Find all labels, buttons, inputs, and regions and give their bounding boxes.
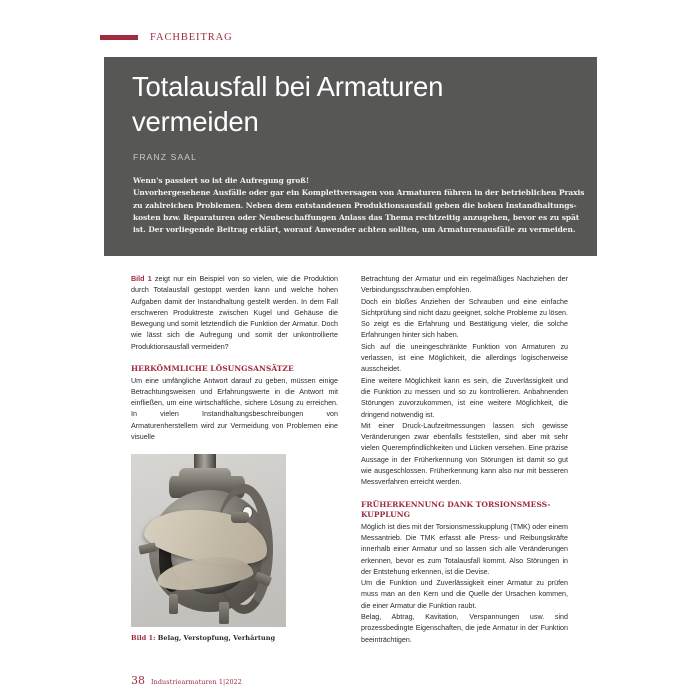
author-byline: FRANZ SAAL — [133, 152, 198, 162]
page-footer — [131, 674, 242, 687]
valve-stud-shape — [219, 602, 229, 624]
lead-line: Unvorhergesehene Ausfälle oder gar ein Komplettversagen von Armaturen führen in der betrieblichen Praxis — [133, 188, 585, 198]
kicker-rule-decoration — [100, 35, 138, 40]
lead-paragraph — [133, 175, 585, 237]
page-title: Totalausfall bei Armaturen vermeiden — [132, 71, 444, 137]
paragraph-right-3: Sich auf die uneingeschränkte Funktion von Armaturen zu verlassen, ist eine Möglichkeit, die allerdings logischerweise ausscheidet. — [361, 342, 568, 374]
figure-caption-label: Bild 1: — [131, 634, 156, 643]
column-right — [361, 274, 568, 646]
figure-reference: Bild 1 — [131, 275, 152, 283]
section-heading-early-detection: FRÜHERKENNUNG DANK TORSIONSMESS-KUPPLUNG — [361, 499, 551, 520]
lead-line: zu zahlreichen Problemen. Neben dem entstandenen Produktionsausfall geben die hohen Instandhaltungs- — [133, 200, 577, 210]
figure-bild-1 — [131, 454, 286, 643]
valve-stud-shape — [169, 594, 178, 614]
lead-line: Wenn's passiert so ist die Aufregung groß! — [133, 176, 310, 185]
breadcrumb — [100, 30, 233, 44]
valve-stud-shape — [231, 512, 249, 523]
paragraph-tmk-2: Um die Funktion und Zuverlässigkeit einer Armatur zu prüfen muss man an den Kern und die Quelle der Ursachen kommen, die einer Armatur die Funktion raubt. — [361, 579, 568, 610]
figure-caption-text: Belag, Verstopfung, Verhärtung — [155, 634, 276, 643]
lead-line: ist. Der vorliegende Beitrag erklärt, worauf Anwender achten sollten, um Armaturenausfälle zu vermeiden. — [133, 225, 576, 235]
paragraph-intro — [131, 274, 338, 353]
article-body — [131, 274, 568, 646]
paragraph-conventional: Um eine umfängliche Antwort darauf zu geben, müssen einige Betrachtungsweisen und Erfahrungswerte in die Antwort mit einfließen, um eine wirtschaftliche, sichere Lösung zu erreichen. In vielen Instandhaltungsbeschreibungen von Armaturenherstellern wird zur Vermeidung von Problemen eine visuelle — [131, 376, 338, 442]
ball-valve-photo — [131, 454, 286, 627]
hero-block — [104, 57, 597, 256]
paragraph-right-4: Eine weitere Möglichkeit kann es sein, die Zuverlässigkeit und die Funktion zu messen und so zu kontrollieren. Anbahnenden Störungen zuvorzukommen, ist eine weitere Möglichkeit, die dringend notwendig ist. — [361, 376, 568, 419]
paragraph-right-1: Betrachtung der Armatur und ein regelmäßiges Nachziehen der Verbindungsschrauben empfohlen. — [361, 275, 568, 295]
page-number: 38 — [131, 674, 145, 687]
paragraph-right-5: Mit einer Druck-Laufzeitmessungen lassen sich gewisse Veränderungen zwar ebenfalls feststellen, sind aber mit sehr vielen Querempfindlichkeiten und Lücken versehen. Eine präzise Aussage in der Früherkennung von Störungen ist damit so gut wie ausgeschlossen. Früherkennung kann also nur mit besseren Messverfahren erreicht werden. — [361, 421, 568, 487]
kicker-label: FACHBEITRAG — [150, 31, 233, 43]
column-left — [131, 274, 338, 646]
section-heading-conventional: HERKÖMMLICHE LÖSUNGSANSÄTZE — [131, 364, 294, 374]
publication-info: Industriearmaturen 1|2022 — [151, 678, 242, 686]
paragraph-tmk-3: Belag, Abtrag, Kavitation, Verspannungen usw. sind prozessbedingte Eigenschaften, die jede Armatur in der Funktion beeinträchtigen. — [361, 613, 568, 644]
lead-line: kosten bzw. Reparaturen oder Neubeschaffungen Anlass das Thema rechtzeitig anzugehen, bevor es zu spät — [133, 213, 580, 223]
paragraph-right-2: Doch ein bloßes Anziehen der Schrauben und eine einfache Sichtprüfung sind nicht dazu geeignet, solche Probleme zu lösen. So zeigt es die Erfahrung und Bestätigung vieler, die solche Erfahrungen hinter sich haben. — [361, 297, 568, 340]
figure-caption — [131, 634, 286, 643]
paragraph-text: zeigt nur ein Beispiel von so vielen, wie die Produktion durch Totalausfall gestoppt werden kann und welche hohen Aufgaben damit der Instandhaltung gestellt werden. In dem Fall erschweren Produktreste zwischen Kugel und Gehäuse die Bewegung und somit letztendlich die Funktion der Armatur. Doch wie lässt sich die Aufregung und somit der unkontrollierte Produktionsausfall vermeiden? — [131, 275, 338, 351]
paragraph-tmk-1: Möglich ist dies mit der Torsionsmesskupplung (TMK) oder einem Messantrieb. Die TMK erfasst alle Press- und Reibungskräfte innerhalb einer Armatur und so lassen sich alle Veränderungen erkennen, bevor es zum Totalausfall kommt. Also Störungen in der Entstehung erkennen, ist die Devise. — [361, 522, 568, 576]
